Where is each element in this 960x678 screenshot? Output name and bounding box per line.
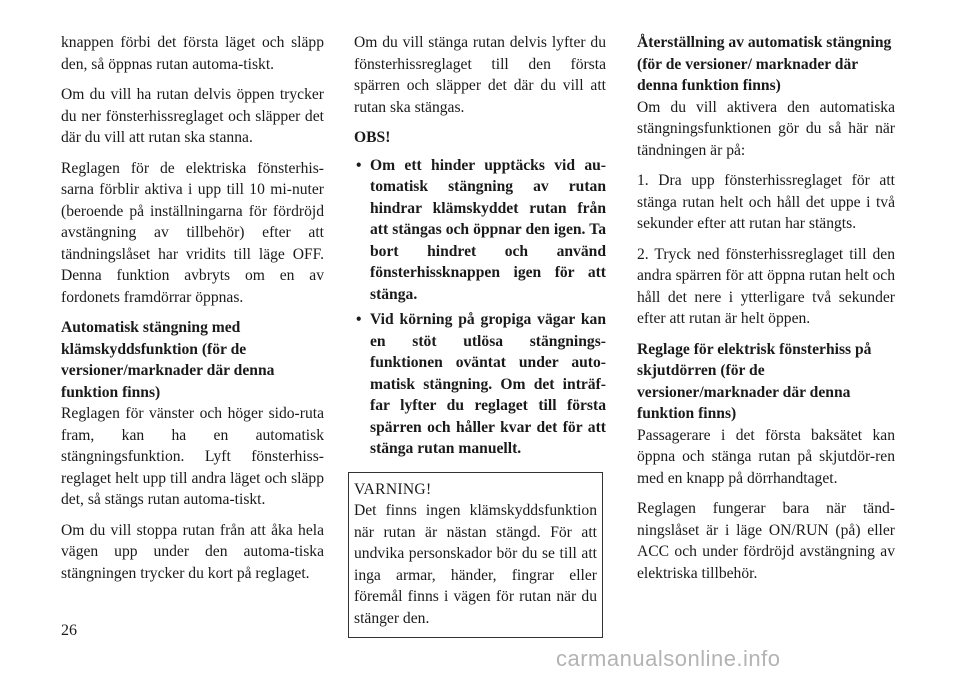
column-left (61, 32, 324, 593)
numbered-step: 2. Tryck ned fönsterhissreglaget till den andra spärren för att öppna rutan helt och håll det nere i ytterligare två sekunder efter att rutan är helt öppen. (637, 245, 895, 327)
bullet-icon: • (356, 311, 362, 328)
section-heading: Återställning av automatisk stängning (för de versioner/ marknader där denna funktion finns) (637, 34, 892, 94)
paragraph: Reglagen för de elektriska fönsterhis-sarna förblir aktiva i upp till 10 mi-nuter (beroende på inställningarna för fördröjd avstängning av tillbehör) efter att tändningslåset har vridits till läge OFF. Denna funktion avbryts om en av fordonets framdörrar öppnas. (61, 159, 324, 306)
paragraph: knappen förbi det första läget och släpp den, så öppnas rutan automa-tiskt. (61, 34, 324, 73)
list-item-text: Vid körning på gropiga vägar kan en stöt utlösa stängnings-funktionen oväntat under auto-matisk stängning. Om det inträf-far lyfter du reglaget till första spärren och håller kvar det för att stänga rutan manuellt. (370, 311, 606, 457)
warning-box (348, 472, 603, 639)
page-number: 26 (61, 622, 77, 639)
list-item-text: Om ett hinder upptäcks vid au-tomatisk stängning av rutan hindrar klämskyddet rutan från att stängas och öppnar den igen. Ta bort hindret och använd fönsterhissknappen igen för att stänga. (370, 156, 606, 303)
column-middle (354, 32, 606, 638)
section-heading: Automatisk stängning med klämskyddsfunktion (för de versioner/marknader där denna funktion finns) (61, 319, 275, 401)
watermark: carmanualsonline.info (556, 646, 781, 671)
paragraph: Om du vill aktivera den automatiska stängningsfunktionen gör du så här när tändningen är på: (637, 98, 895, 159)
list-item (354, 309, 606, 460)
paragraph: Reglagen fungerar bara när tänd-ningslåset är i läge ON/RUN (på) eller ACC och under fördröjd avstängning av elektriska tillbehör. (637, 500, 895, 582)
paragraph: Om du vill stoppa rutan från att åka hela vägen upp under den automa-tiska stängningen trycker du kort på reglaget. (61, 521, 324, 582)
column-right (637, 32, 895, 593)
section-heading: Reglage för elektrisk fönsterhiss på skjutdörren (för de versioner/marknader där denna funktion finns) (637, 340, 872, 422)
paragraph: Passagerare i det första baksätet kan öppna och stänga rutan på skjutdör-ren med en knapp på dörrhandtaget. (637, 426, 895, 487)
warning-text: Det finns ingen klämskyddsfunktion när rutan är nästan stängd. För att undvika personskador bör du se till att inga armar, händer, fingrar eller föremål finns i vägen för rutan när du stänger den. (354, 502, 597, 627)
paragraph: Reglagen för vänster och höger sido-ruta fram, kan ha en automatisk stängningsfunktion. Lyft fönsterhiss-reglaget helt upp till andra läget och släpp det, så stängs rutan automa-tiskt. (61, 405, 324, 508)
paragraph: Om du vill stänga rutan delvis lyfter du fönsterhissreglaget till den första spärren och släpper det där du vill att rutan ska stängas. (354, 34, 606, 116)
warning-title: VARNING! (354, 480, 432, 498)
list-item (354, 155, 606, 306)
bullet-icon: • (356, 156, 362, 174)
numbered-step: 1. Dra upp fönsterhissreglaget för att stänga rutan helt och håll det uppe i två sekunder efter att rutan har stängts. (637, 172, 895, 232)
note-label: OBS! (354, 129, 391, 146)
note-list (354, 155, 606, 460)
paragraph: Om du vill ha rutan delvis öppen trycker du ner fönsterhissreglaget och släpper det där du vill att rutan ska stanna. (61, 86, 324, 146)
